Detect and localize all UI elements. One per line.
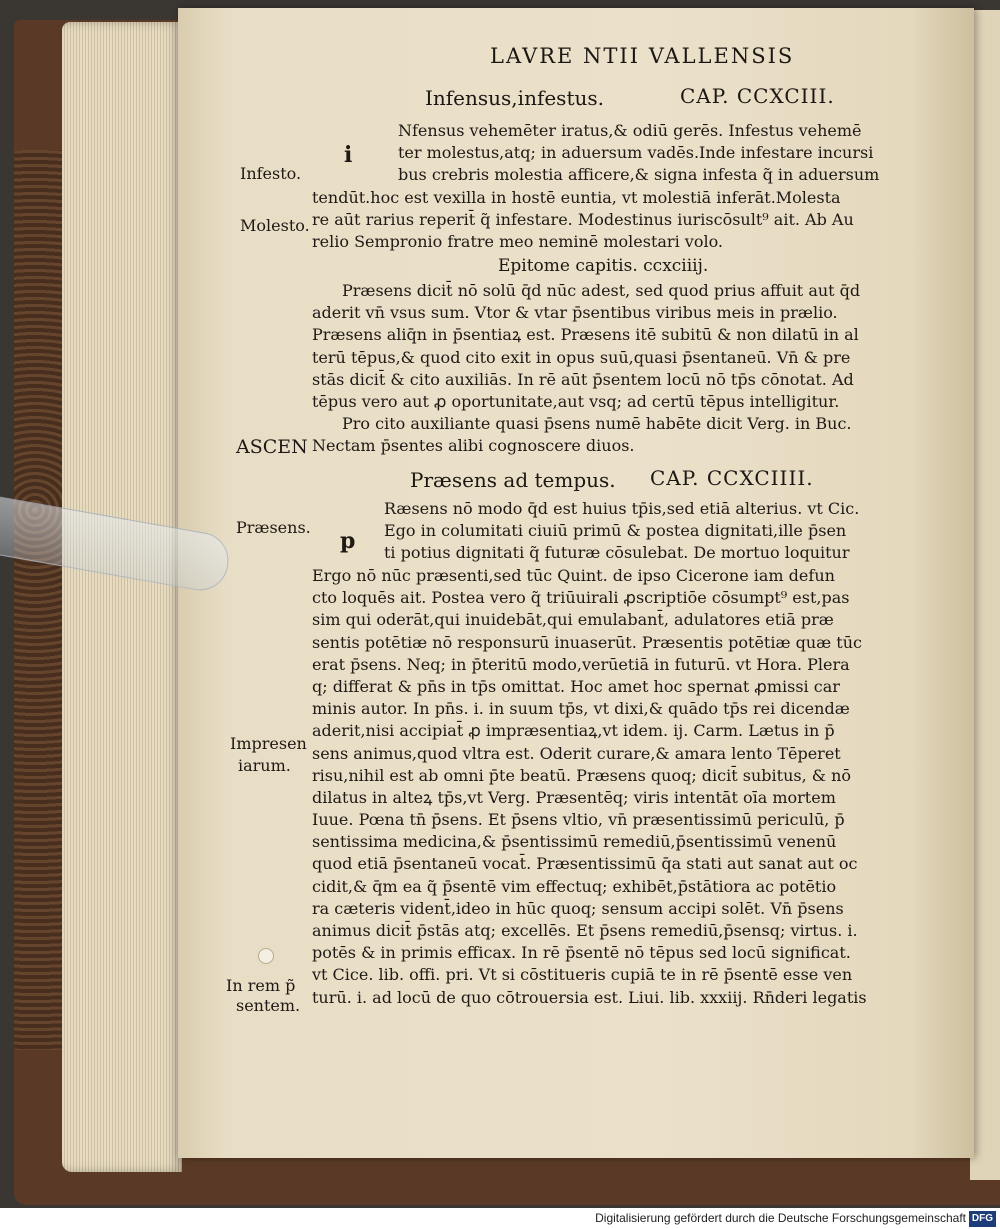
text-line: ra cæteris vident̄,ideo in hūc quoq; sensum accipi solēt. Vn̄ p̄sens	[312, 898, 844, 918]
text-line: aderit,nisi accipiat̄ ꝓ impræsentiaꝝ,vt idem. ij. Carm. Lætus in p̄	[312, 721, 835, 741]
section3-text-cont	[312, 565, 942, 1009]
epitome-heading: Epitome capitis. ccxciiij.	[498, 256, 709, 276]
text-line: ti potius dignitati q̃ futuræ cōsulebat. De mortuo loquitur	[384, 543, 850, 563]
ascen-marker: ASCEN	[236, 436, 308, 458]
text-line: sens animus,quod vltra est. Oderit curare,& amara lento Tēperet	[312, 743, 841, 763]
text-line: cto loquēs ait. Postea vero q̃ triūuirali ꝓscriptiōe cōsumpt⁹ est,pas	[312, 588, 850, 608]
section3-text	[384, 498, 940, 565]
chapter1-title: Infensus,infestus.	[425, 86, 604, 110]
text-line: aderit vn̄ vsus sum. Vtor & vtar p̄sentibus viribus meis in prælio.	[312, 303, 838, 323]
text-line: terū tēpus,& quod cito exit in opus suū,quasi p̄sentaneū. Vn̄ & pre	[312, 347, 851, 367]
text-line: Nfensus vehemēter iratus,& odiū gerēs. Infestus vehemē	[398, 121, 862, 140]
chapter1-number: CAP. CCXCIII.	[680, 84, 835, 108]
initial-i: i	[344, 142, 353, 168]
running-head: LAVRE NTII VALLENSIS	[490, 44, 795, 68]
text-line: vt Cice. lib. offi. pri. Vt si cōstitueris cupiā te in rē p̄sentē esse ven	[312, 965, 853, 985]
page-edges	[62, 22, 182, 1172]
section1-text-cont	[312, 187, 942, 254]
margin-note-molesto: Molesto.	[240, 216, 310, 235]
text-line: Nectam p̄sentes alibi cognoscere diuos.	[312, 436, 635, 456]
text-line: stās dicit̄ & cito auxiliās. In rē aūt p̄sentem locū nō tp̄s cōnotat. Ad	[312, 369, 854, 389]
margin-note-infesto: Infesto.	[240, 164, 302, 183]
text-line: relio Sempronio fratre meo neminē molestari volo.	[312, 232, 724, 252]
text-line: Iuue. Pœna tn̄ p̄sens. Et p̄sens vltio, vn̄ præsentissimū periculū, p̄	[312, 810, 845, 830]
margin-note-in-rem: In rem p̃	[226, 976, 296, 995]
text-line: turū. i. ad locū de quo cōtrouersia est. Liui. lib. xxxiij. Rn̄deri legatis	[312, 987, 867, 1007]
section1-text	[398, 120, 938, 187]
text-line: bus crebris molestia afficere,& signa infesta q̃ in aduersum	[398, 165, 880, 185]
footer-credit: Digitalisierung gefördert durch die Deutsche Forschungsgemeinschaft	[595, 1211, 966, 1225]
margin-note-praesens: Præsens.	[236, 518, 311, 537]
chapter2-number: CAP. CCXCIIII.	[650, 466, 814, 490]
page-hole	[258, 948, 274, 964]
text-line: minis autor. In pn̄s. i. in suum tp̄s, vt dixi,& quādo tp̄s rei dicendæ	[312, 699, 850, 719]
text-line: sim qui oderāt,qui inuidebāt,qui emulabant̄, adulatores etiā præ	[312, 610, 834, 630]
text-line: sentissima medicina,& p̄sentissimū remediū,p̄sentissimū venenū	[312, 832, 837, 852]
margin-note-sentem: sentem.	[236, 996, 301, 1015]
text-line: Ego in columitati ciuiū primū & postea dignitati,ille p̄sen	[384, 521, 847, 541]
text-line: quod etiā p̄sentaneū vocat̄. Præsentissimū q̄a stati aut sanat aut oc	[312, 854, 858, 874]
text-line: risu,nihil est ab omni p̄te beatū. Præsens quoq; dicit̄ subitus, & nō	[312, 765, 852, 785]
text-line: sentis potētiæ nō responsurū inuaserūt. Præsentis potētiæ quæ tūc	[312, 632, 862, 652]
margin-note-impresen: Impresen	[230, 734, 307, 753]
text-line: tendūt.hoc est vexilla in hostē euntia, vt molestiā inferāt.Molesta	[312, 188, 841, 207]
text-line: cidit,& q̄m ea q̃ p̄sentē vim effectuq; exhibēt,p̄stātiora ac potētio	[312, 876, 837, 896]
text-line: Præsens dicit̄ nō solū q̄d nūc adest, sed quod prius affuit aut q̄d	[342, 281, 861, 300]
section2-text	[312, 280, 942, 458]
text-line: animus dicit̄ p̄stās atq; excellēs. Et p̄sens remediū,p̄sensq; virtus. i.	[312, 921, 858, 940]
footer-bar	[0, 1208, 1000, 1229]
text-line: Pro cito auxiliante quasi p̄sens numē habēte dicit Verg. in Buc.	[342, 414, 852, 434]
initial-p: p	[340, 528, 356, 554]
text-line: dilatus in alteꝝ tp̄s,vt Verg. Præsentēq; viris intentāt oīa mortem	[312, 787, 836, 807]
text-line: q; differat & pn̄s in tp̄s omittat. Hoc amet hoc spernat ꝓmissi car	[312, 676, 840, 696]
text-line: potēs & in primis efficax. In rē p̄sentē nō tēpus sed locū significat.	[312, 943, 851, 963]
margin-note-iarum: iarum.	[238, 756, 291, 775]
text-line: tēpus vero aut ꝓ oportunitate,aut vsq; ad certū tēpus intelligitur.	[312, 391, 840, 411]
facing-page-edge	[970, 10, 1000, 1180]
dfg-logo: DFG	[969, 1211, 996, 1227]
text-line: erat p̄sens. Neq; in p̄teritū modo,verūetiā in futurū. vt Hora. Plera	[312, 654, 850, 674]
text-line: Ergo nō nūc præsenti,sed tūc Quint. de ipso Cicerone iam defun	[312, 566, 835, 585]
chapter2-title: Præsens ad tempus.	[410, 468, 616, 492]
text-line: re aūt rarius reperit̄ q̃ infestare. Modestinus iuriscōsult⁹ ait. Ab Au	[312, 210, 854, 230]
text-line: Præsens aliq̄n in p̄sentiaꝝ est. Præsens itē subitū & non dilatū in al	[312, 325, 859, 345]
text-line: ter molestus,atq; in aduersum vadēs.Inde infestare incursi	[398, 143, 874, 163]
text-line: Ræsens nō modo q̄d est huius tp̄is,sed etiā alterius. vt Cic.	[384, 499, 860, 518]
